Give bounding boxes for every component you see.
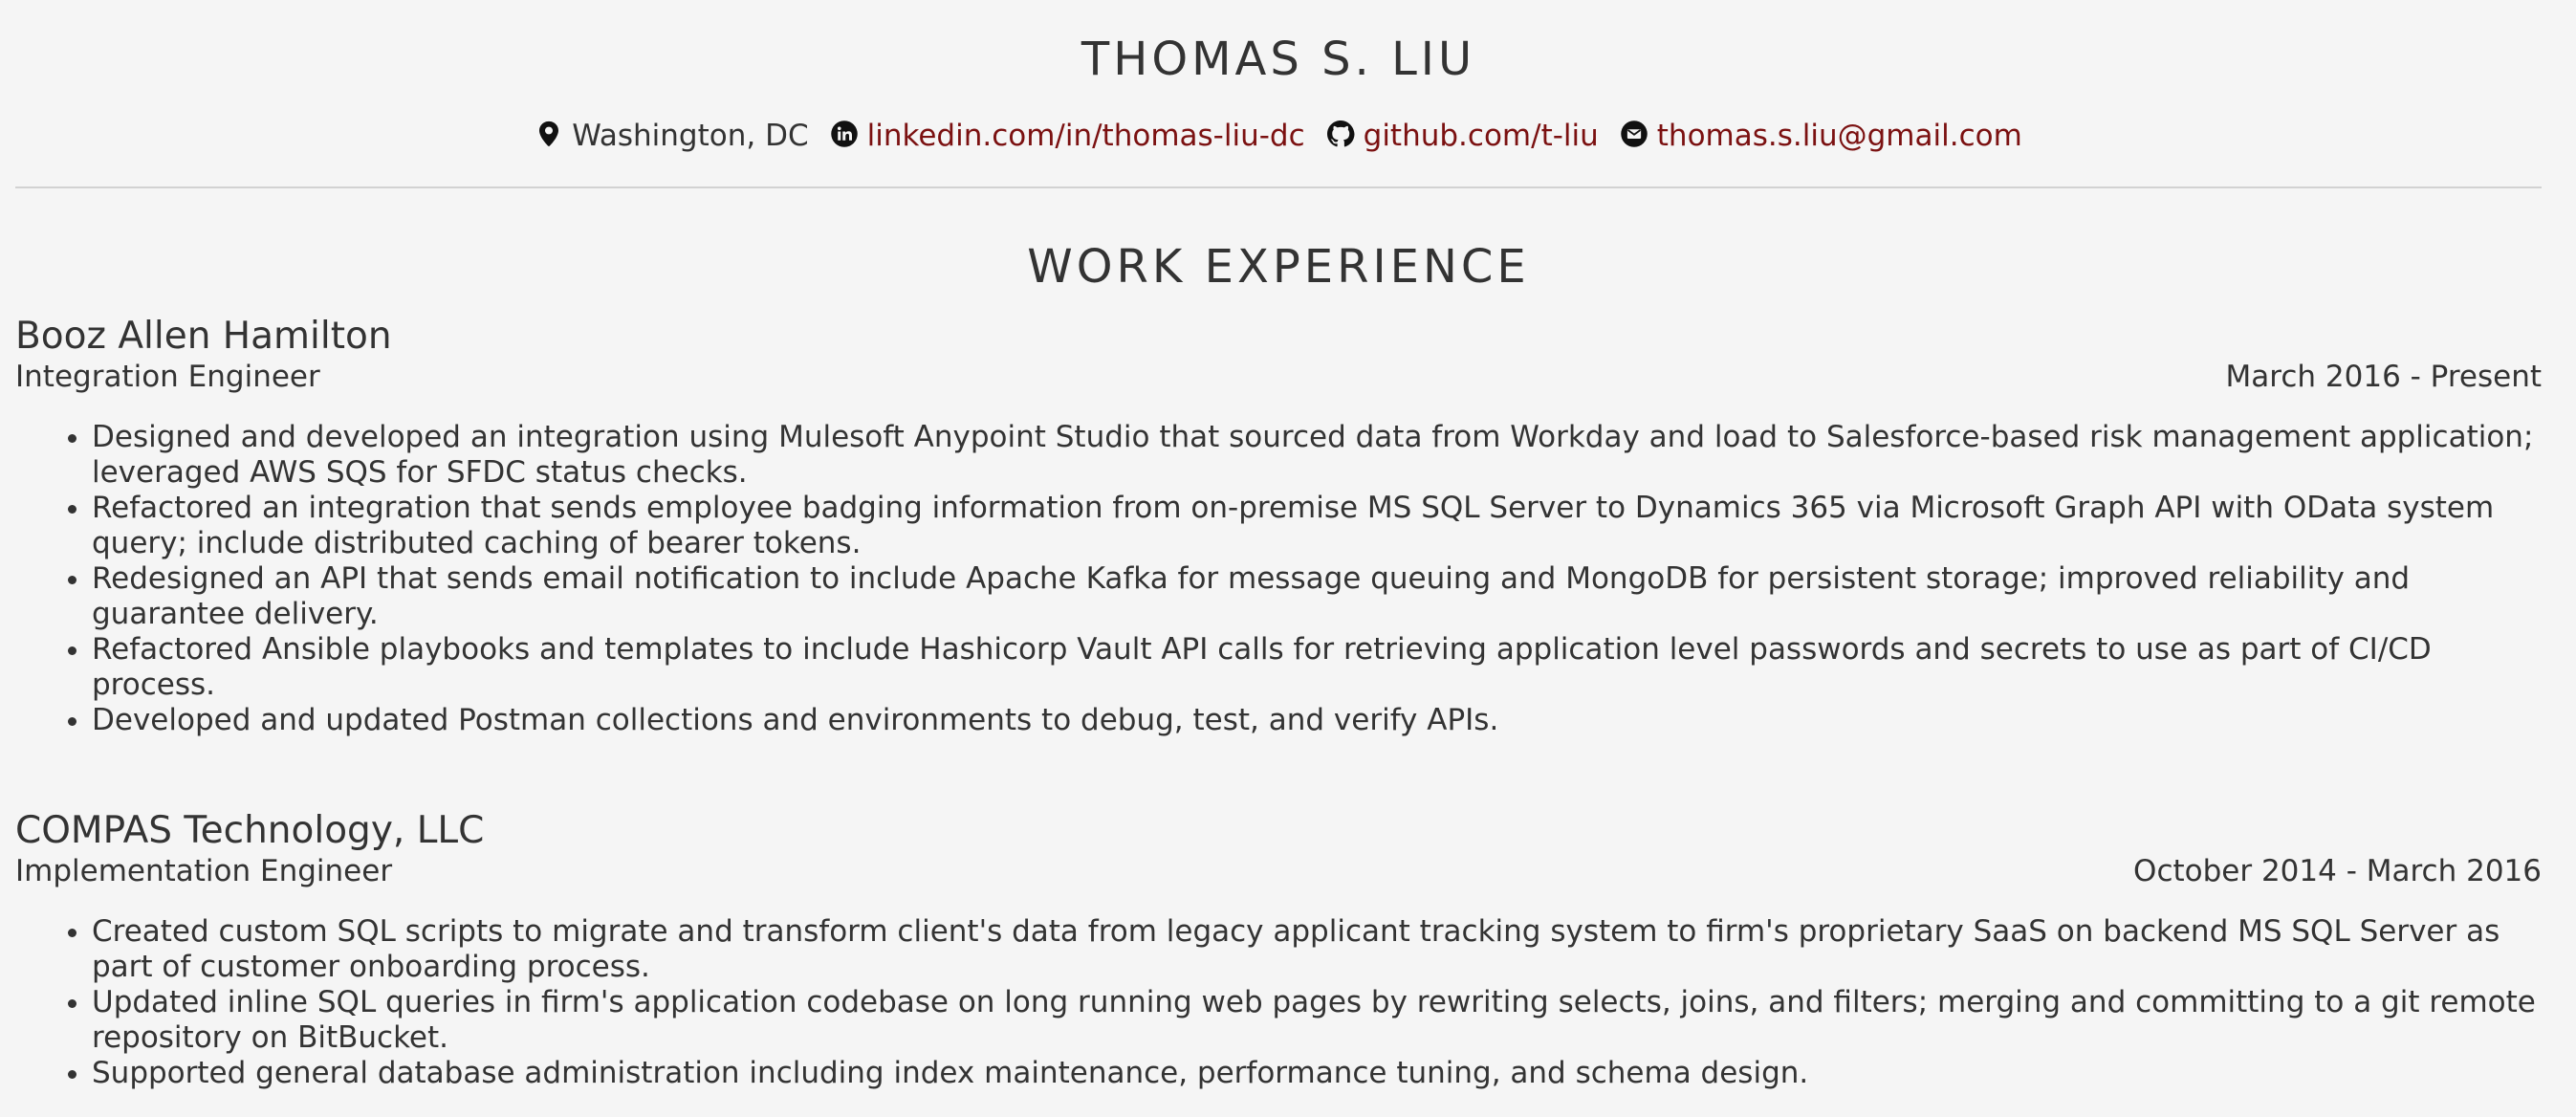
company-name: COMPAS Technology, LLC [15,809,485,852]
linkedin-link[interactable]: linkedin.com/in/thomas-liu-dc [866,119,1305,153]
bullet-item: • Redesigned an API that sends email notification to include Apache Kafka for message queuing and MongoDB for persistent storage; improved reliability and guarantee delivery. [92,561,2542,632]
job-entry [15,809,2542,1091]
map-marker-icon [535,120,563,148]
work-experience-section [15,238,2542,1091]
contact-github[interactable] [1326,119,1599,153]
bullet-item: • Refactored an integration that sends employee badging information from on-premise MS SQL Server to Dynamics 365 via Microsoft Graph API with OData system query; include distributed caching of bearer tokens. [92,491,2542,561]
job-title: Implementation Engineer [15,854,393,888]
bullet-item: • Refactored Ansible playbooks and templates to include Hashicorp Vault API calls for retrieving application level passwords and secrets to use as part of CI/CD process. [92,632,2542,703]
bullet-item: • Created custom SQL scripts to migrate and transform client's data from legacy applicant tracking system to firm's proprietary SaaS on backend MS SQL Server as part of customer onboarding process. [92,914,2542,985]
email-link[interactable]: thomas.s.liu@gmail.com [1656,119,2022,153]
bullet-item: • Developed and updated Postman collections and environments to debug, test, and verify APIs. [92,703,2542,738]
job-dates: March 2016 - Present [2225,360,2542,394]
job-bullets [15,914,2542,1091]
bullet-item: • Designed and developed an integration using Mulesoft Anypoint Studio that sourced data from Workday and load to Salesforce-based risk management application; leveraged AWS SQS for SFDC status checks. [92,420,2542,491]
job-entry [15,315,2542,738]
job-bullets [15,420,2542,738]
linkedin-icon [830,120,859,148]
job-title: Integration Engineer [15,360,320,394]
contact-email[interactable] [1620,119,2022,153]
resume-header [15,0,2542,158]
github-icon [1326,120,1355,148]
location-text: Washington, DC [572,119,809,153]
contact-linkedin[interactable] [830,119,1305,153]
github-link[interactable]: github.com/t-liu [1363,119,1599,153]
job-dates: October 2014 - March 2016 [2133,854,2542,888]
company-name: Booz Allen Hamilton [15,315,392,358]
contact-bar [15,114,2542,158]
bullet-item: • Supported general database administration including index maintenance, performance tuning, and schema design. [92,1056,2542,1091]
header-divider [15,186,2542,188]
resume-page [15,0,2542,1091]
contact-location [535,119,808,153]
role-row [15,359,2542,395]
role-row [15,853,2542,889]
section-title: WORK EXPERIENCE [1027,240,1530,294]
candidate-name: THOMAS S. LIU [1081,33,1476,86]
envelope-icon [1620,120,1648,148]
bullet-item: • Updated inline SQL queries in firm's application codebase on long running web pages by rewriting selects, joins, and filters; merging and committing to a git remote repository on BitBucket. [92,985,2542,1056]
